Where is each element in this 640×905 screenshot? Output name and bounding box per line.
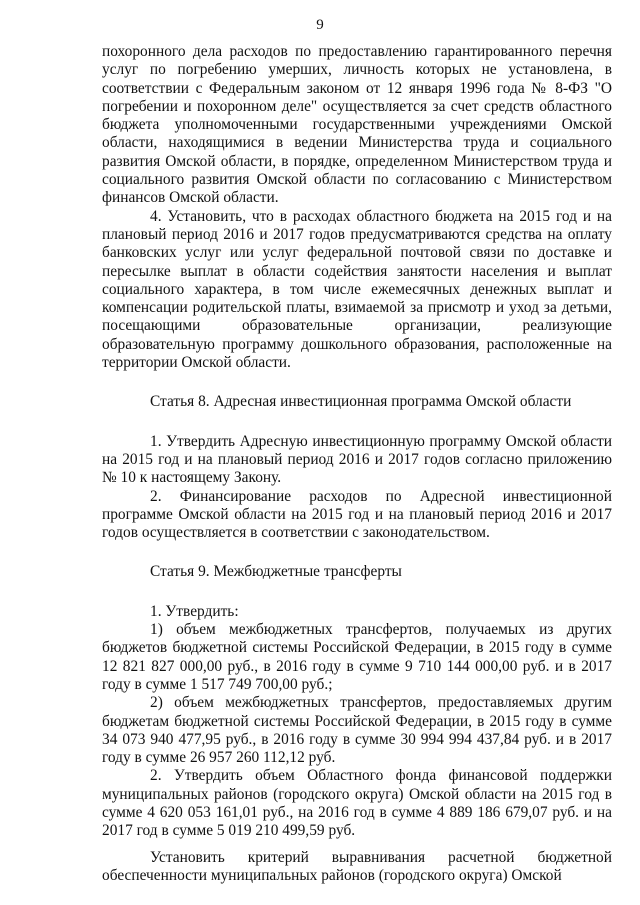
article-9-paragraph-1: 1. Утвердить: <box>150 602 239 620</box>
article-8-paragraph-2: 2. Финансирование расходов по Адресной инвестиционной программе Омской области на 2015 год и на плановый период 2016 и 2017 годов осуществляется в соответствии с законодательством. <box>102 487 612 542</box>
article-9-item-2: 2) объем межбюджетных трансфертов, предоставляемых другим бюджетам бюджетной системы Российской Федерации, в 2015 году в сумме 34 073 940 477,95 руб., в 2016 году в сумме 30 994 994 437,84 руб. и в 2017 году в сумме 26 957 260 112,12 руб. <box>102 694 612 767</box>
paragraph-continuation: похоронного дела расходов по предоставлению гарантированного перечня услуг по погребению умерших, личность которых не установлена, в соответствии с Федеральным законом от 12 января 1996 года № 8-ФЗ "О погребении и похоронном деле" осуществляется за счет средств областного бюджета уполномоченными государственными учреждениями Омской области, находящимися в ведении Министерства труда и социального развития Омской области, в порядке, определенном Министерством труда и социального развития Омской области по согласованию с Министерством финансов Омской области. <box>102 43 612 207</box>
article-9-paragraph-2: 2. Утвердить объем Областного фонда финансовой поддержки муниципальных районов (городского округа) Омской области на 2015 год в сумме 4 620 053 161,01 руб., на 2016 год в сумме 4 889 186 679,07 руб. и на 2017 год в сумме 5 019 210 499,59 руб. <box>102 767 612 840</box>
article-9-item-1: 1) объем межбюджетных трансфертов, получаемых из других бюджетов бюджетной системы Российской Федерации, в 2015 году в сумме 12 821 827 000,00 руб., в 2016 году в сумме 9 710 144 000,00 руб. и в 2017 году в сумме 1 517 749 700,00 руб.; <box>102 621 612 693</box>
paragraph-item-4: 4. Установить, что в расходах областного бюджета на 2015 год и на плановый период 2016 и 2017 годов предусматриваются средства на оплату банковских услуг или услуг федеральной почтовой связи по доставке и пересылке выплат в области содействия занятости населения и выплат социального характера, в том числе ежемесячных денежных выплат и компенсации родительской платы, взимаемой за присмотр и уход за детьми, посещающими образовательные организации, реализующие образовательную программу дошкольного образования, расположенные на территории Омской области. <box>102 207 612 372</box>
article-9-heading: Статья 9. Межбюджетные трансферты <box>150 563 402 581</box>
article-8-heading: Статья 8. Адресная инвестиционная программа Омской области <box>150 393 572 411</box>
article-9-paragraph-3: Установить критерий выравнивания расчетной бюджетной обеспеченности муниципальных районов (городского округа) Омской <box>102 848 612 884</box>
page-number: 9 <box>316 17 324 33</box>
document-body <box>102 43 612 885</box>
article-8-paragraph-1: 1. Утвердить Адресную инвестиционную программу Омской области на 2015 год и на плановый период 2016 и 2017 годов согласно приложению № 10 к настоящему Закону. <box>102 432 612 487</box>
